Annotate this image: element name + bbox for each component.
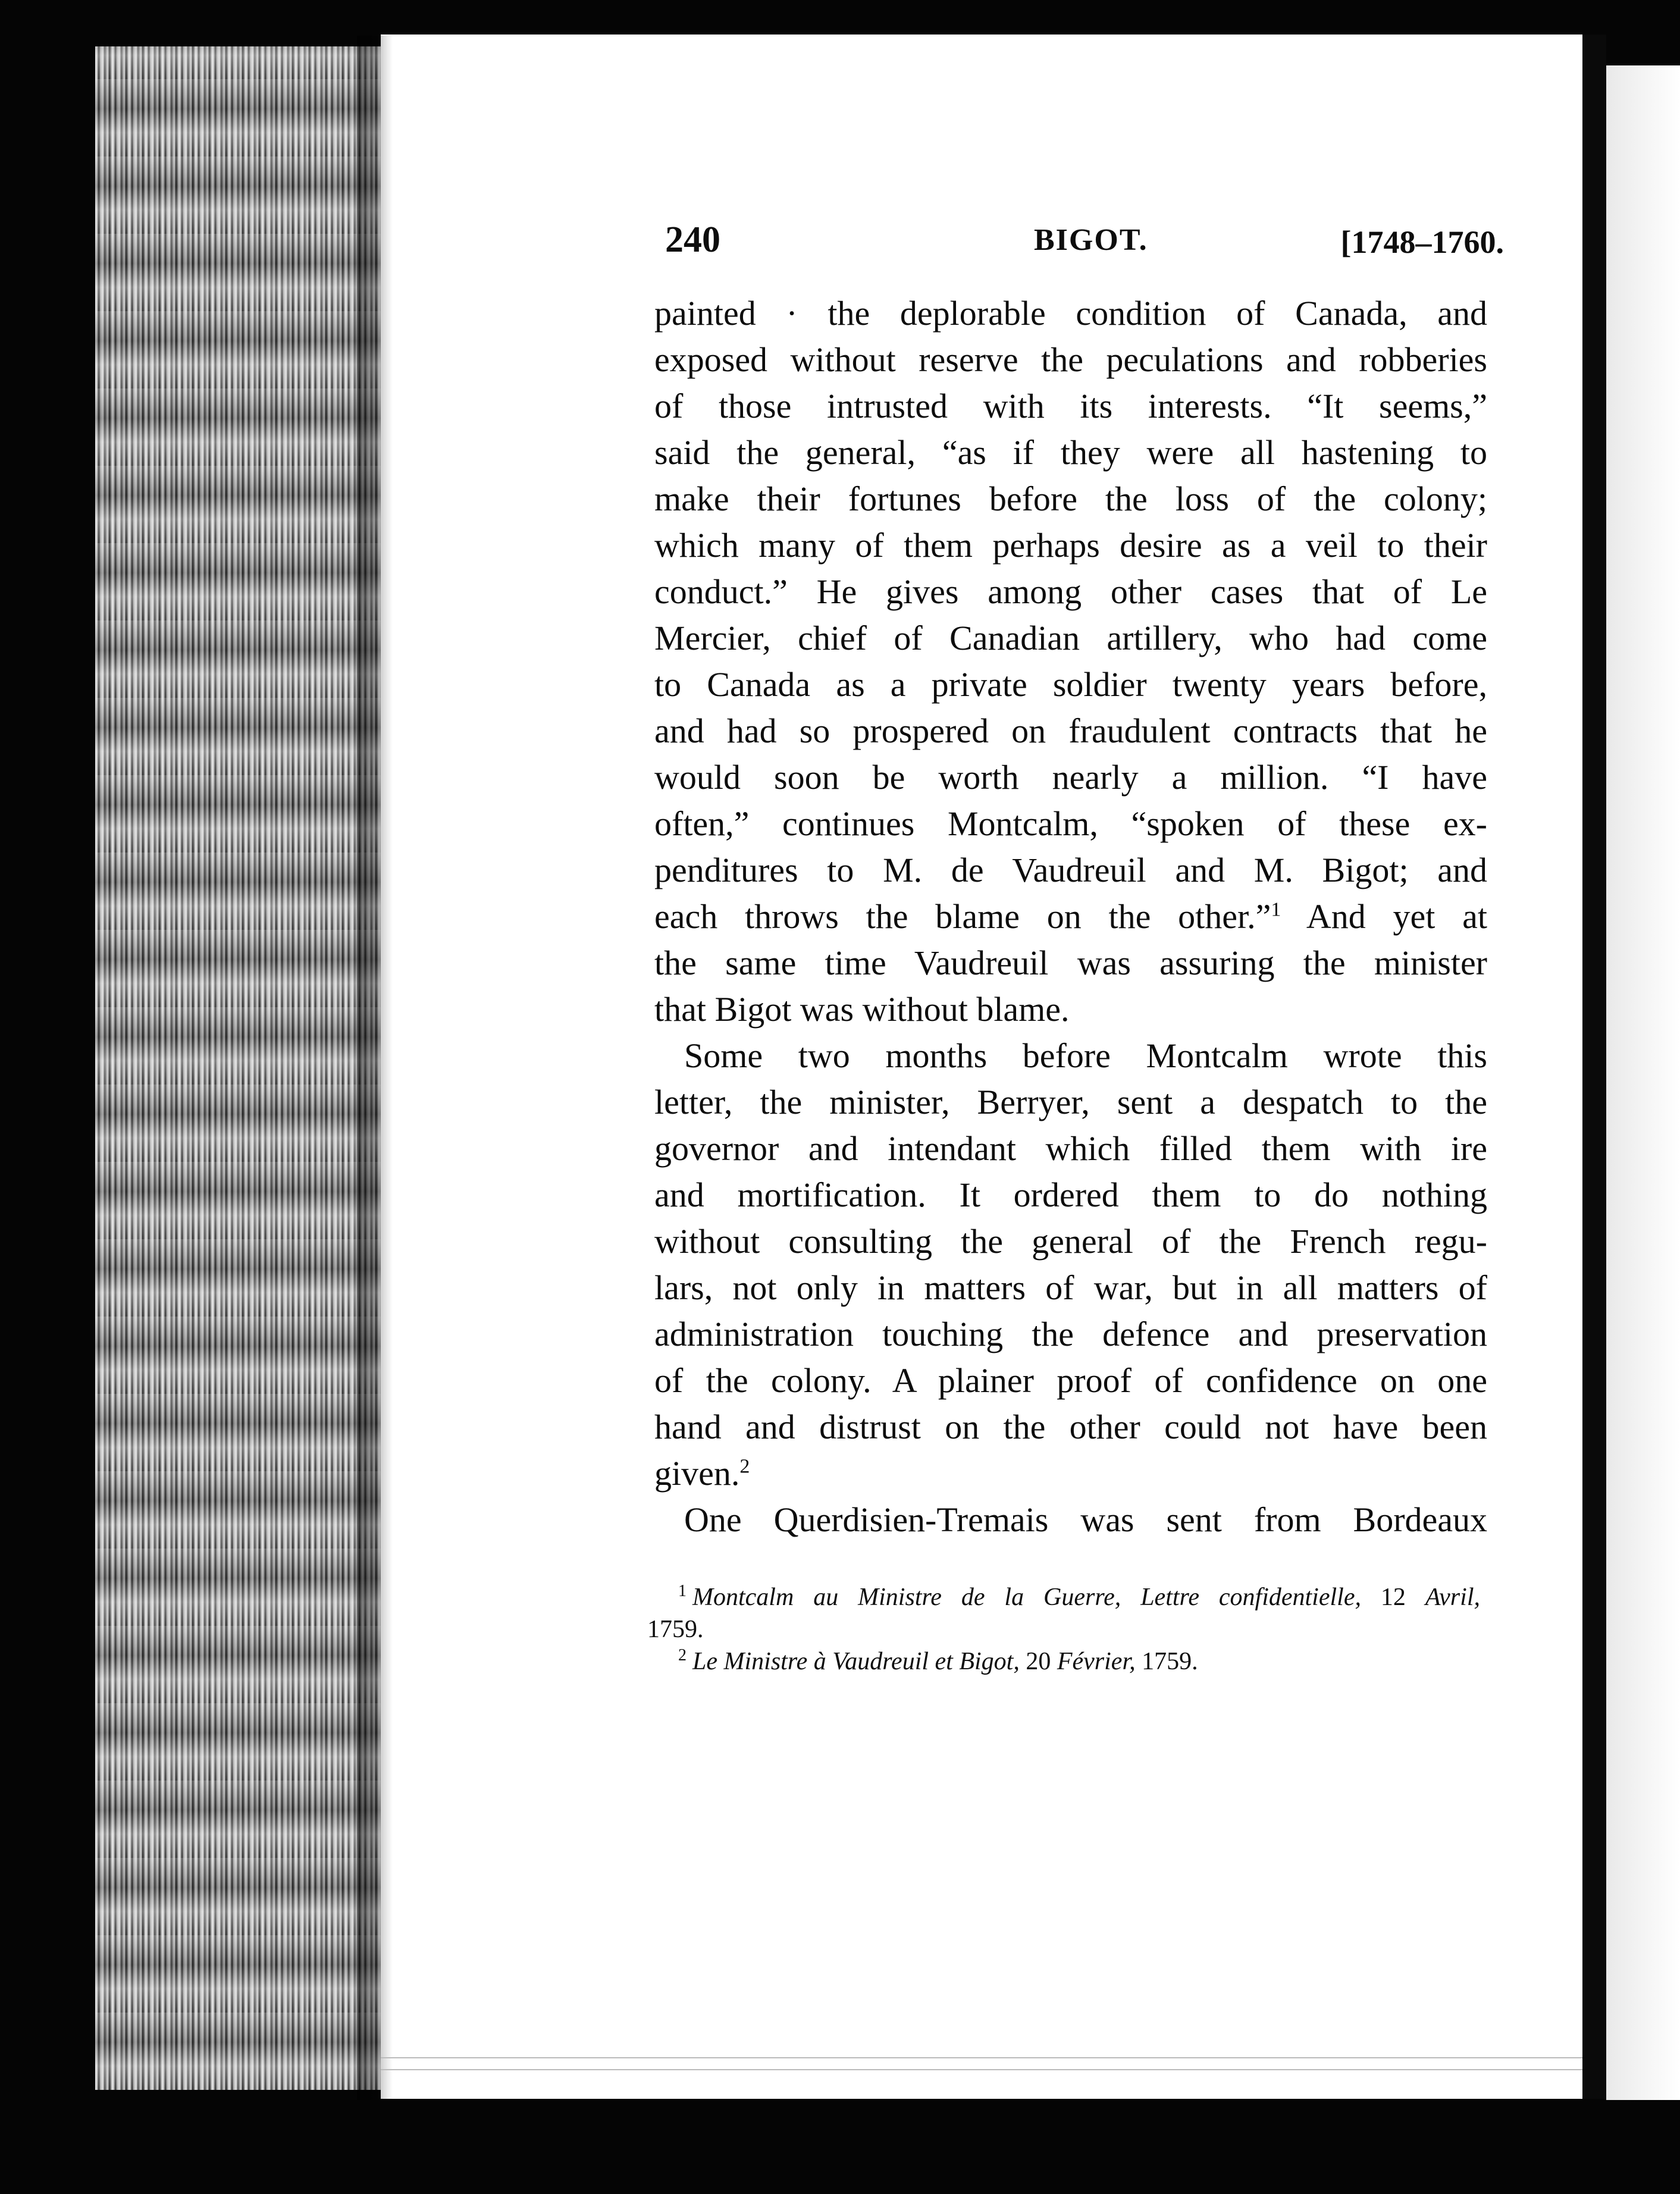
text-line: Mercier, chief of Canadian artillery, who had come: [654, 619, 1487, 657]
book-page-edges: [95, 46, 393, 2090]
running-head: BIGOT.: [1034, 223, 1148, 257]
text-line: to Canada as a private soldier twenty years before,: [654, 665, 1487, 704]
footnote-year: 1759.: [1135, 1648, 1198, 1675]
text-line: without consulting the general of the French regu-: [654, 1222, 1487, 1261]
text-line: exposed without reserve the peculations and robberies: [654, 340, 1487, 379]
text-line: of the colony. A plainer proof of confidence on one: [654, 1361, 1487, 1400]
footnote-1-continued: 1759.: [647, 1616, 704, 1643]
footnote-mark: 1: [678, 1582, 687, 1600]
text-line: and mortification. It ordered them to do nothing: [654, 1176, 1487, 1214]
date-range: [1748–1760.: [1340, 224, 1504, 260]
text-line: that Bigot was without blame.: [654, 990, 1070, 1029]
text-line: of those intrusted with its interests. “It seems,”: [654, 387, 1487, 425]
text-line: said the general, “as if they were all hastening to: [654, 433, 1487, 472]
text-line: conduct.” He gives among other cases that of Le: [654, 572, 1487, 611]
text-line: make their fortunes before the loss of the colony;: [654, 479, 1487, 518]
text-line: often,” continues Montcalm, “spoken of these ex-: [654, 804, 1487, 843]
adjacent-page: [1606, 65, 1680, 2100]
text-line: would soon be worth nearly a million. “I have: [654, 758, 1487, 797]
footnote-citation: Montcalm au Ministre de la Guerre, Lettre confidentielle,: [692, 1584, 1361, 1611]
gutter-shadow: [357, 36, 393, 2100]
footnote-month: Février,: [1057, 1648, 1136, 1675]
text-line: which many of them perhaps desire as a veil to their: [654, 526, 1487, 565]
footnote-month: Avril,: [1425, 1584, 1480, 1611]
body-text: [654, 290, 1487, 1543]
text-line: and had so prospered on fraudulent contracts that he: [654, 712, 1487, 750]
text-line: [654, 1450, 1487, 1497]
text-line: Some two months before Montcalm wrote this: [684, 1036, 1487, 1075]
page-header: [665, 219, 1504, 267]
text-line: painted · the deplorable condition of Canada, and: [654, 294, 1487, 333]
page-right-edge: [1582, 35, 1606, 2099]
page-bottom-rule: [381, 2069, 1582, 2070]
text-line: hand and distrust on the other could not have been: [654, 1408, 1487, 1446]
text-line: letter, the minister, Berryer, sent a despatch to the: [654, 1083, 1487, 1121]
text-line: penditures to M. de Vaudreuil and M. Bigot; and: [654, 851, 1487, 889]
text-line: administration touching the defence and preservation: [654, 1315, 1487, 1353]
footnote-date: 20: [1019, 1648, 1057, 1675]
text-line: lars, not only in matters of war, but in all matters of: [654, 1268, 1487, 1307]
page-number: 240: [665, 220, 720, 260]
text-line: One Querdisien-Tremais was sent from Bordeaux: [684, 1500, 1487, 1539]
footnote-date: 12: [1361, 1584, 1425, 1611]
text-fragment: each throws the blame on the other.”: [654, 897, 1271, 936]
footnotes: [647, 1581, 1480, 1678]
footnote-reference: 2: [739, 1455, 750, 1478]
footnote-citation: Le Ministre à Vaudreuil et Bigot,: [692, 1648, 1020, 1675]
text-fragment: given.: [654, 1454, 740, 1493]
text-line: [654, 894, 1487, 940]
footnote-reference: 1: [1271, 898, 1281, 921]
text-line: governor and intendant which filled them with ire: [654, 1129, 1487, 1168]
footnote-2: [647, 1646, 1480, 1678]
footnote-mark: 2: [678, 1646, 687, 1665]
footnote-1: [647, 1581, 1480, 1613]
page-bottom-rule: [381, 2057, 1582, 2058]
text-fragment: And yet at: [1281, 897, 1487, 936]
text-line: the same time Vaudreuil was assuring the minister: [654, 944, 1487, 982]
